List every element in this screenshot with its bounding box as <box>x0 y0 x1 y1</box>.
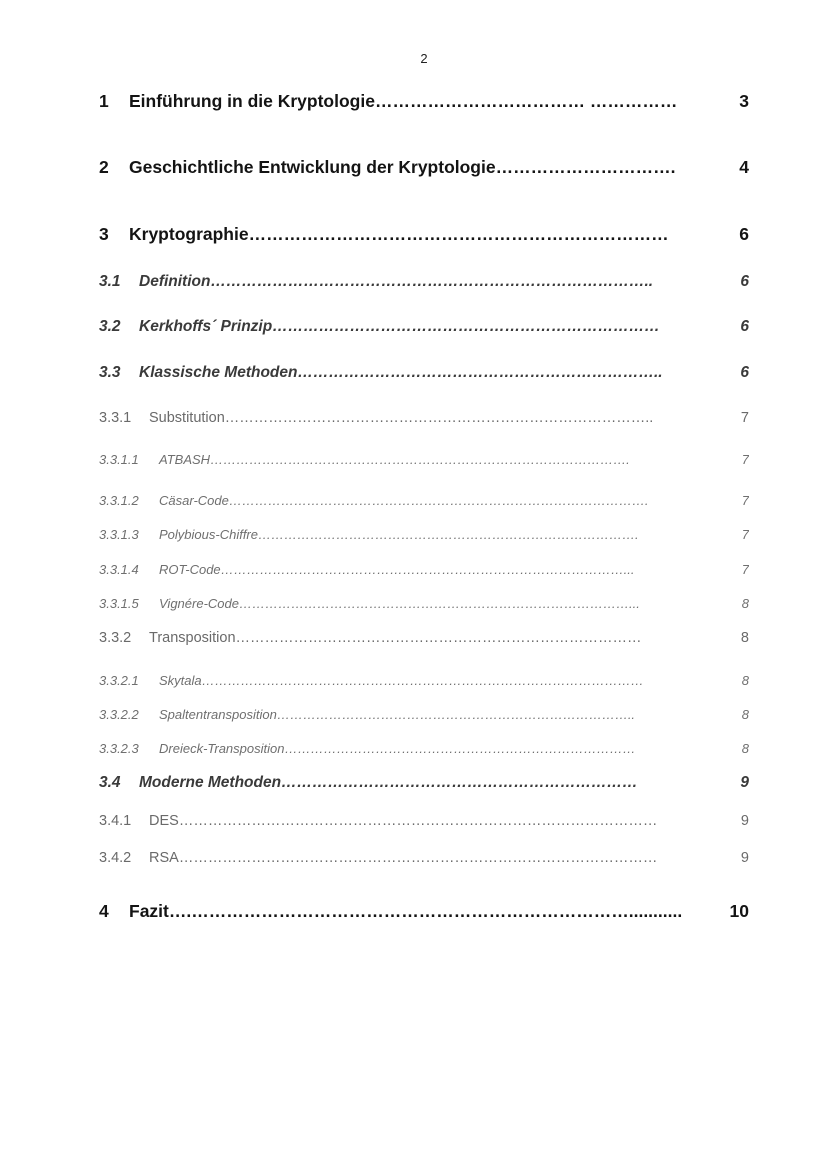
toc-title: Dreieck-Transposition <box>159 741 285 756</box>
toc-entry-3-3-1-1[interactable] <box>99 441 749 467</box>
page-number: 2 <box>420 51 428 66</box>
toc-number: 3.3.1.3 <box>99 527 139 542</box>
toc-page-number: 9 <box>740 813 749 829</box>
toc-number: 3.3.2 <box>99 630 132 646</box>
toc-page-number: 7 <box>741 452 749 467</box>
toc-entry-3-3[interactable] <box>99 356 749 382</box>
toc-number: 3.3.2.3 <box>99 741 139 756</box>
toc-number: 3.3 <box>99 364 121 381</box>
toc-title: Geschichtliche Entwicklung der Kryptologie <box>129 157 496 177</box>
toc-page-number: 7 <box>740 410 749 426</box>
toc-dot-leader: ……………………………………………………………………… <box>284 741 636 756</box>
toc-entry-3-3-1[interactable] <box>99 400 749 426</box>
toc-number: 3.3.1.1 <box>99 452 139 467</box>
toc-dot-leader: …………………………………………………………………………….. <box>224 410 654 426</box>
toc-number: 3.2 <box>99 318 121 335</box>
toc-entry-3-3-1-5[interactable] <box>99 585 749 611</box>
toc-number: 3.4.1 <box>99 813 132 829</box>
toc-title: ATBASH <box>159 452 211 467</box>
toc-title: DES <box>149 813 179 829</box>
toc-dot-leader: …………………………. <box>495 157 676 177</box>
toc-dot-leader: ………………………………………………………………… <box>272 318 660 335</box>
toc-title: Transposition <box>149 630 236 646</box>
toc-page-number: 8 <box>741 673 749 688</box>
toc-dot-leader: ……………………………………………………………………………. <box>258 527 639 542</box>
toc-number: 3.3.2.1 <box>99 673 139 688</box>
toc-dot-leader: ….…………………………………………………………………........... <box>168 901 683 921</box>
toc-number: 3.3.2.2 <box>99 707 139 722</box>
toc-dot-leader: ……………………………………………………………………………………. <box>228 493 649 508</box>
toc-number: 3 <box>99 224 109 244</box>
toc-number: 3.3.1.4 <box>99 562 139 577</box>
toc-page-number: 6 <box>740 318 749 335</box>
toc-dot-leader: ……………………………………………………………………….. <box>276 707 636 722</box>
toc-page-number: 6 <box>739 224 749 244</box>
toc-page-number: 9 <box>740 850 749 866</box>
toc-page-number: 8 <box>741 596 749 611</box>
toc-dot-leader: ……………………………………………………………………………………. <box>210 452 630 467</box>
toc-number: 3.4 <box>99 774 121 791</box>
toc-entry-3-4-1[interactable] <box>99 803 749 829</box>
toc-entry-3-3-2-2[interactable] <box>99 696 749 722</box>
toc-dot-leader: ………………………………………………………………………….. <box>210 273 654 290</box>
toc-dot-leader: ………………………………………………………………………………………… <box>201 673 644 688</box>
toc-title: ROT-Code <box>159 562 221 577</box>
toc-title: Moderne Methoden <box>139 774 282 791</box>
toc-title: Vignére-Code <box>159 596 239 611</box>
toc-number: 3.3.1.5 <box>99 596 139 611</box>
toc-entry-3-3-2-1[interactable] <box>99 662 749 688</box>
toc-dot-leader: ……………………………………………………………………………………… <box>178 850 658 866</box>
toc-entry-3-3-2-3[interactable] <box>99 730 749 756</box>
toc-dot-leader: …………………………………………………………….. <box>297 364 663 381</box>
toc-dot-leader: ……………………………………………………………… <box>248 224 669 244</box>
toc-page-number: 10 <box>729 901 749 921</box>
toc-page-number: 3 <box>739 91 749 111</box>
toc-title: Polybious-Chiffre <box>159 527 258 542</box>
toc-dot-leader: …………………………………………………………………………………... <box>220 562 635 577</box>
toc-page-number: 8 <box>741 741 749 756</box>
toc-title: Fazit <box>129 901 169 921</box>
toc-entry-3-4-2[interactable] <box>99 840 749 866</box>
toc-dot-leader: ………………………………………………………………………………... <box>238 596 640 611</box>
toc-title: Skytala <box>159 673 202 688</box>
toc-title: Einführung in die Kryptologie <box>129 91 375 111</box>
toc-dot-leader: ……………………………………………………………………………………… <box>178 813 658 829</box>
toc-page-number: 6 <box>740 273 749 290</box>
toc-title: Klassische Methoden <box>139 364 298 381</box>
toc-entry-3-3-1-4[interactable] <box>99 551 749 577</box>
toc-number: 1 <box>99 91 109 111</box>
toc-page-number: 8 <box>741 707 749 722</box>
toc-page-number: 7 <box>741 527 749 542</box>
toc-title: Definition <box>139 273 211 290</box>
toc-title: Kryptographie <box>129 224 249 244</box>
toc-title: Substitution <box>149 410 225 426</box>
toc-entry-2[interactable] <box>99 152 749 178</box>
toc-dot-leader: ………………………………………………………………………… <box>235 630 642 646</box>
toc-entry-1[interactable] <box>99 86 749 112</box>
toc-title: Kerkhoffs´ Prinzip <box>139 318 273 335</box>
toc-page-number: 8 <box>740 630 749 646</box>
toc-page-number: 7 <box>741 562 749 577</box>
toc-page-number: 4 <box>739 157 749 177</box>
toc-entry-3-4[interactable] <box>99 766 749 792</box>
toc-number: 3.3.1 <box>99 410 132 426</box>
toc-entry-3[interactable] <box>99 219 749 245</box>
toc-page-number: 6 <box>740 364 749 381</box>
toc-entry-3-3-1-2[interactable] <box>99 482 749 508</box>
toc-title: Cäsar-Code <box>159 493 229 508</box>
toc-number: 3.4.2 <box>99 850 132 866</box>
toc-entry-3-1[interactable] <box>99 265 749 291</box>
toc-number: 4 <box>99 901 109 921</box>
toc-number: 2 <box>99 157 109 177</box>
toc-entry-3-2[interactable] <box>99 310 749 336</box>
toc-entry-3-3-1-3[interactable] <box>99 516 749 542</box>
toc-dot-leader: …………………………………………………………… <box>281 774 638 791</box>
toc-dot-leader: ……………………………… …………… <box>374 91 678 111</box>
toc-number: 3.1 <box>99 273 121 290</box>
toc-title: Spaltentransposition <box>159 707 277 722</box>
toc-page-number: 7 <box>741 493 749 508</box>
toc-page-number: 9 <box>740 774 749 791</box>
toc-entry-3-3-2[interactable] <box>99 620 749 646</box>
toc-number: 3.3.1.2 <box>99 493 139 508</box>
toc-entry-4[interactable] <box>99 896 749 922</box>
toc-title: RSA <box>149 850 179 866</box>
